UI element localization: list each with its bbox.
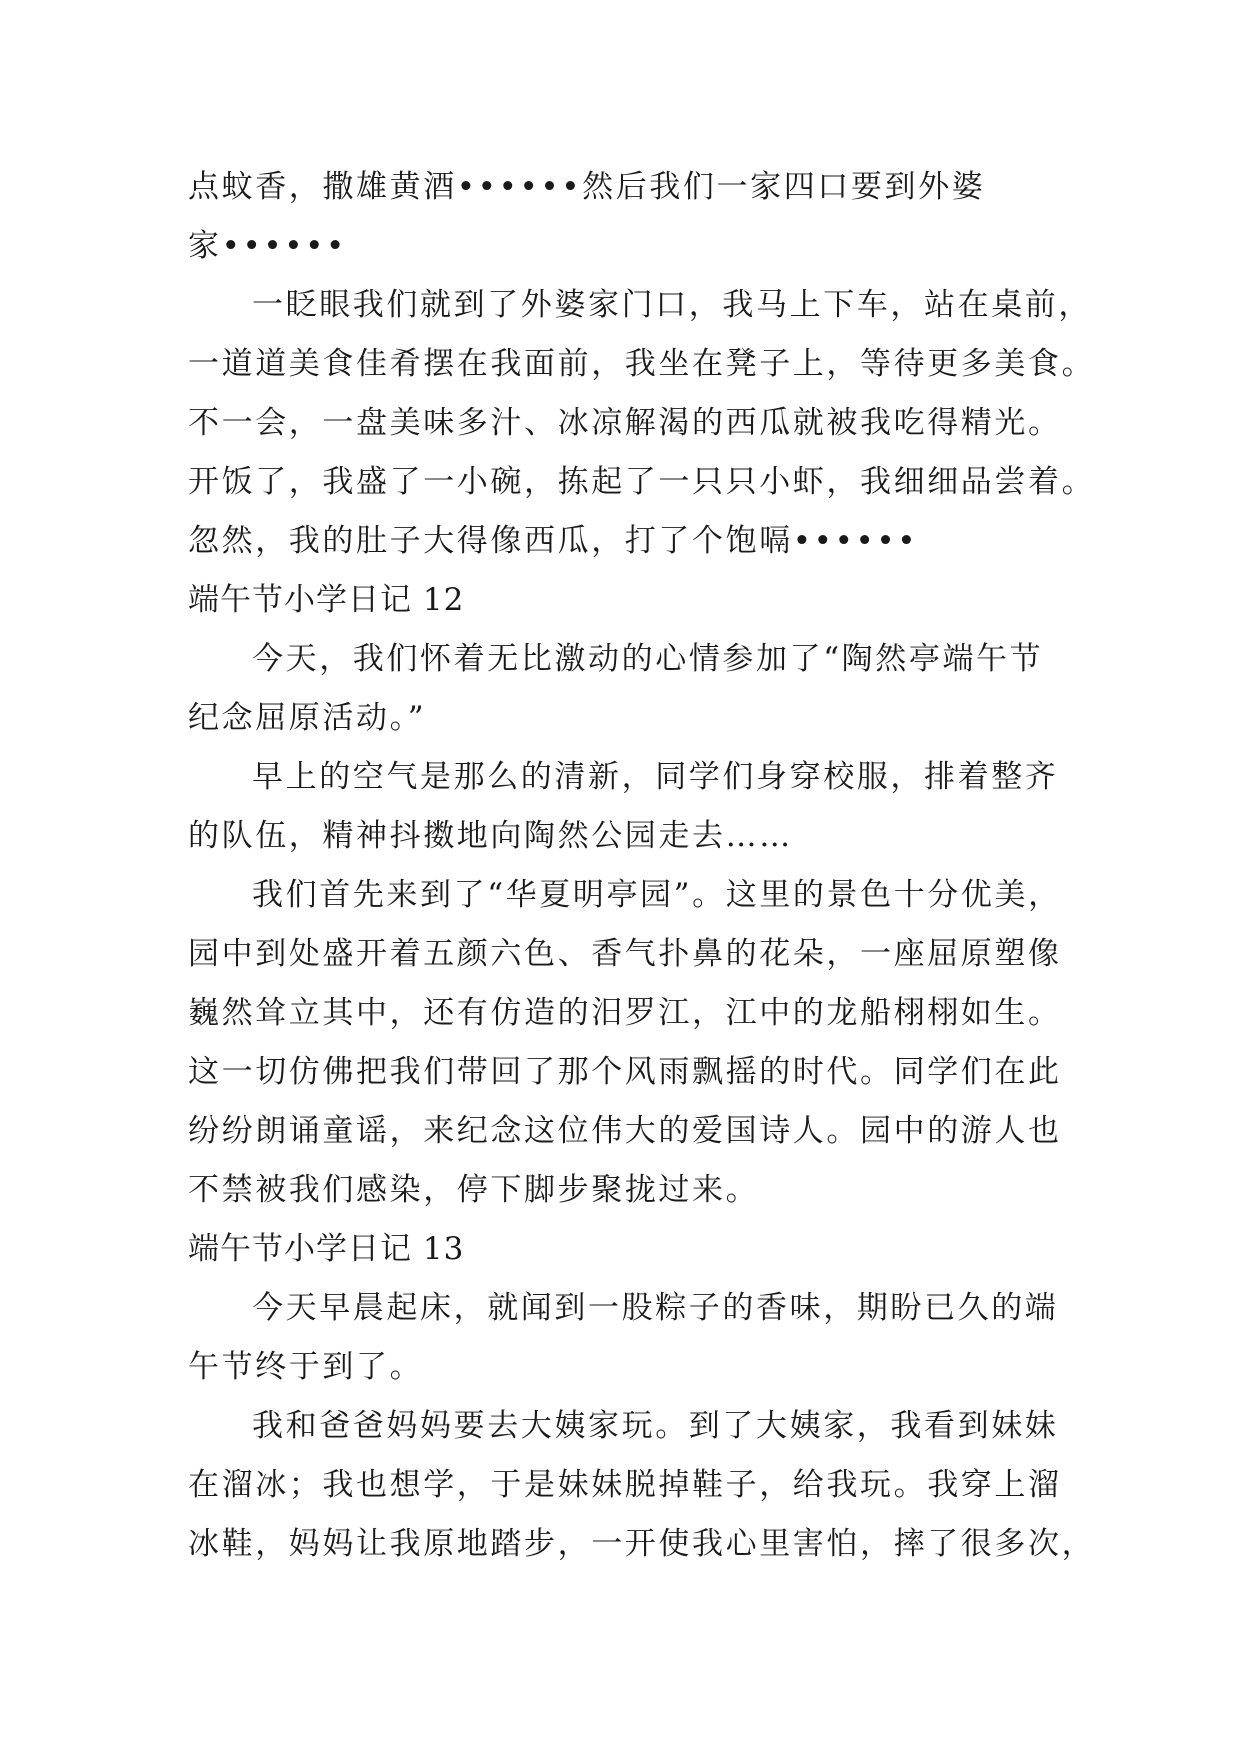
text-line: 园中到处盛开着五颜六色、香气扑鼻的花朵，一座屈原塑像 <box>188 936 1062 972</box>
text-line: 早上的空气是那么的清新，同学们身穿校服，排着整齐 <box>252 759 1059 795</box>
text-line: 的队伍，精神抖擞地向陶然公园走去…… <box>188 818 793 854</box>
text-line: 不一会，一盘美味多汁、冰凉解渴的西瓜就被我吃得精光。 <box>188 405 1062 441</box>
text-line: 不禁被我们感染，停下脚步聚拢过来。 <box>188 1172 760 1208</box>
section-heading: 端午节小学日记 13 <box>188 1231 465 1267</box>
text-line: 开饭了，我盛了一小碗，拣起了一只只小虾，我细细品尝着。 <box>188 464 1096 500</box>
text-line: 巍然耸立其中，还有仿造的汨罗江，江中的龙船栩栩如生。 <box>188 995 1062 1031</box>
text-line: 家•••••• <box>188 228 347 264</box>
text-line: 我们首先来到了“华夏明亭园”。这里的景色十分优美， <box>252 877 1062 913</box>
text-line: 这一切仿佛把我们带回了那个风雨飘摇的时代。同学们在此 <box>188 1054 1062 1090</box>
text-line: 纷纷朗诵童谣，来纪念这位伟大的爱国诗人。园中的游人也 <box>188 1113 1062 1149</box>
text-line: 点蚊香，撒雄黄酒••••••然后我们一家四口要到外婆 <box>188 169 986 205</box>
text-line: 一眨眼我们就到了外婆家门口，我马上下车，站在桌前， <box>252 287 1092 323</box>
text-line: 纪念屈原活动。” <box>188 700 427 736</box>
text-line: 忽然，我的肚子大得像西瓜，打了个饱嗝•••••• <box>188 523 919 559</box>
text-line: 一道道美食佳肴摆在我面前，我坐在凳子上，等待更多美食。 <box>188 346 1096 382</box>
text-line: 午节终于到了。 <box>188 1349 424 1385</box>
text-line: 在溜冰；我也想学，于是妹妹脱掉鞋子，给我玩。我穿上溜 <box>188 1467 1062 1503</box>
text-line: 冰鞋，妈妈让我原地踏步，一开使我心里害怕，摔了很多次， <box>188 1526 1096 1562</box>
text-line: 今天早晨起床，就闻到一股粽子的香味，期盼已久的端 <box>252 1290 1059 1326</box>
section-heading: 端午节小学日记 12 <box>188 582 465 618</box>
text-line: 我和爸爸妈妈要去大姨家玩。到了大姨家，我看到妹妹 <box>252 1408 1059 1444</box>
text-line: 今天，我们怀着无比激动的心情参加了“陶然亭端午节 <box>252 641 1044 677</box>
document-body <box>188 158 1096 1574</box>
